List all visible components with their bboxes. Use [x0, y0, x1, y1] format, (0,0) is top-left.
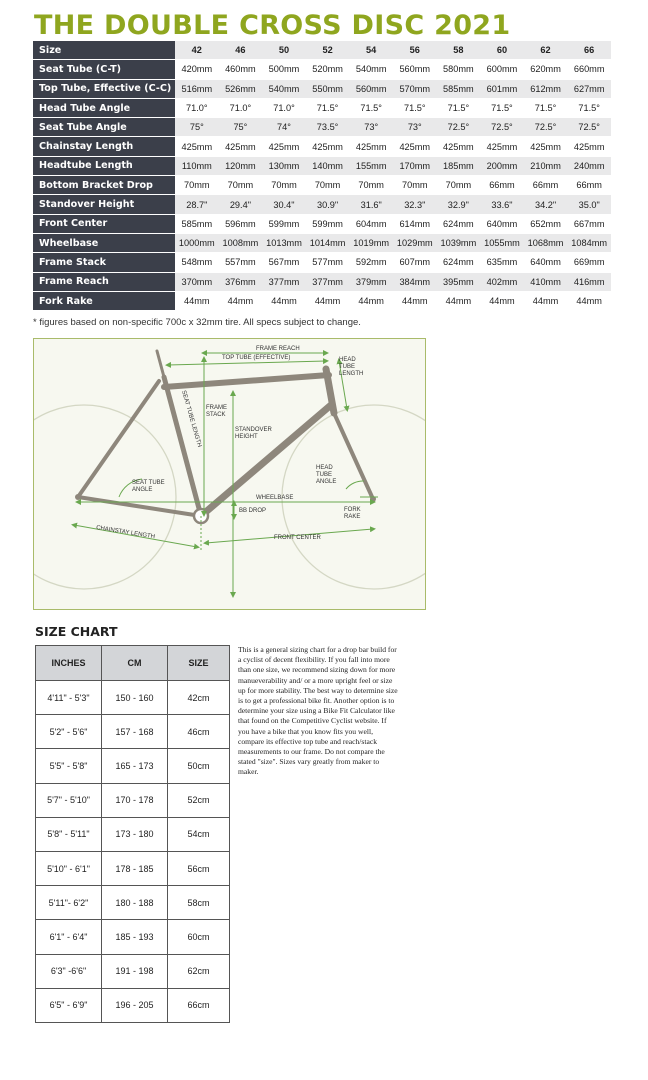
geometry-cell: 667mm — [567, 214, 611, 233]
geometry-row — [33, 272, 611, 291]
seatpost — [157, 351, 164, 377]
geometry-cell: 71.0° — [262, 98, 306, 117]
geometry-cell: 185mm — [437, 156, 481, 175]
geometry-row — [33, 156, 611, 175]
geometry-cell: 32.9" — [437, 195, 481, 214]
header-cm: CM — [102, 646, 168, 681]
geometry-cell: 402mm — [480, 272, 524, 291]
geometry-cell: 130mm — [262, 156, 306, 175]
geometry-cell: 71.5° — [567, 98, 611, 117]
size-cell: 54cm — [168, 817, 230, 851]
inches-cell: 5'2" - 5'6" — [36, 715, 102, 749]
size-cell: 52cm — [168, 783, 230, 817]
label-seat-tube-length: SEAT TUBE LENGTH — [180, 389, 203, 448]
geometry-cell: 416mm — [567, 272, 611, 291]
geometry-cell: 1068mm — [524, 233, 568, 252]
geometry-row-label: Standover Height — [33, 195, 175, 214]
geometry-cell: 1084mm — [567, 233, 611, 252]
size-header-cell: 54 — [349, 41, 393, 60]
geometry-cell: 120mm — [219, 156, 263, 175]
geometry-row-label: Wheelbase — [33, 233, 175, 252]
label-frame-reach: FRAME REACH — [256, 346, 300, 352]
geometry-cell: 66mm — [567, 176, 611, 195]
label-front-center: FRONT CENTER — [274, 535, 321, 541]
geometry-cell: 425mm — [567, 137, 611, 156]
geometry-cell: 377mm — [262, 272, 306, 291]
size-header-cell: 58 — [437, 41, 481, 60]
geometry-cell: 70mm — [219, 176, 263, 195]
size-header-cell: 66 — [567, 41, 611, 60]
geometry-cell: 660mm — [567, 60, 611, 79]
geometry-row — [33, 98, 611, 117]
label-head-tube-length-2: TUBE — [339, 364, 356, 370]
inches-cell: 5'7" - 5'10" — [36, 783, 102, 817]
geometry-header-row — [33, 41, 611, 60]
header-inches: INCHES — [36, 646, 102, 681]
geometry-cell: 72.5° — [524, 118, 568, 137]
geometry-cell: 44mm — [480, 291, 524, 310]
geometry-cell: 640mm — [524, 253, 568, 272]
cm-cell: 173 - 180 — [102, 817, 168, 851]
geometry-cell: 599mm — [262, 214, 306, 233]
inches-cell: 5'11"- 6'2" — [36, 886, 102, 920]
label-standover-2: HEIGHT — [235, 434, 258, 440]
geometry-cell: 570mm — [393, 79, 437, 98]
geometry-cell: 635mm — [480, 253, 524, 272]
inches-cell: 6'1" - 6'4" — [36, 920, 102, 954]
geometry-cell: 376mm — [219, 272, 263, 291]
size-header-cell: 42 — [175, 41, 219, 60]
geometry-cell: 560mm — [393, 60, 437, 79]
geometry-cell: 66mm — [524, 176, 568, 195]
size-cell: 60cm — [168, 920, 230, 954]
size-chart-row — [36, 954, 230, 988]
geometry-row — [33, 137, 611, 156]
geometry-cell: 44mm — [437, 291, 481, 310]
fork — [334, 413, 373, 499]
geometry-cell: 370mm — [175, 272, 219, 291]
geometry-cell: 75° — [219, 118, 263, 137]
label-head-tube-length-1: HEAD — [339, 357, 356, 363]
rear-axle — [75, 494, 81, 500]
geometry-cell: 620mm — [524, 60, 568, 79]
geometry-cell: 627mm — [567, 79, 611, 98]
label-head-tube-length-3: LENGTH — [339, 371, 364, 377]
cm-cell: 185 - 193 — [102, 920, 168, 954]
geometry-cell: 607mm — [393, 253, 437, 272]
geometry-cell: 44mm — [262, 291, 306, 310]
geometry-cell: 395mm — [437, 272, 481, 291]
geometry-row — [33, 291, 611, 310]
label-wheelbase: WHEELBASE — [256, 495, 294, 501]
geometry-cell: 425mm — [480, 137, 524, 156]
geometry-cell: 640mm — [480, 214, 524, 233]
label-frame-stack-2: STACK — [206, 412, 226, 418]
geometry-cell: 614mm — [393, 214, 437, 233]
frame-diagram-svg — [34, 339, 425, 609]
size-chart-row — [36, 988, 230, 1022]
geometry-cell: 70mm — [306, 176, 350, 195]
geometry-cell: 70mm — [437, 176, 481, 195]
geometry-cell: 540mm — [349, 60, 393, 79]
geometry-cell: 28.7" — [175, 195, 219, 214]
head-tube-angle-arc — [346, 481, 364, 489]
geometry-cell: 460mm — [219, 60, 263, 79]
geometry-row-label: Front Center — [33, 214, 175, 233]
geometry-cell: 1029mm — [393, 233, 437, 252]
geometry-cell: 70mm — [262, 176, 306, 195]
geometry-row-label: Seat Tube Angle — [33, 118, 175, 137]
label-seat-tube-angle-2: ANGLE — [132, 487, 153, 493]
geometry-cell: 170mm — [393, 156, 437, 175]
size-cell: 56cm — [168, 851, 230, 885]
geometry-cell: 540mm — [262, 79, 306, 98]
geometry-cell: 75° — [175, 118, 219, 137]
geometry-row — [33, 60, 611, 79]
size-chart-table — [35, 645, 230, 1023]
geometry-cell: 560mm — [349, 79, 393, 98]
chainstay-tube — [78, 497, 201, 516]
geometry-cell: 567mm — [262, 253, 306, 272]
geometry-cell: 73° — [349, 118, 393, 137]
size-cell: 42cm — [168, 681, 230, 715]
geometry-cell: 72.5° — [567, 118, 611, 137]
size-header-cell: 56 — [393, 41, 437, 60]
geometry-cell: 72.5° — [437, 118, 481, 137]
geometry-row-label: Frame Reach — [33, 272, 175, 291]
cm-cell: 150 - 160 — [102, 681, 168, 715]
geometry-cell: 410mm — [524, 272, 568, 291]
size-chart-row — [36, 715, 230, 749]
label-fork-rake-2: RAKE — [344, 514, 361, 520]
geometry-cell: 33.6" — [480, 195, 524, 214]
geometry-row — [33, 233, 611, 252]
geometry-row — [33, 79, 611, 98]
geometry-cell: 585mm — [175, 214, 219, 233]
inches-cell: 5'5" - 5'8" — [36, 749, 102, 783]
cm-cell: 170 - 178 — [102, 783, 168, 817]
geometry-cell: 652mm — [524, 214, 568, 233]
geometry-row-label: Chainstay Length — [33, 137, 175, 156]
geometry-row-label: Seat Tube (C-T) — [33, 60, 175, 79]
size-header-cell: 60 — [480, 41, 524, 60]
geometry-cell: 425mm — [393, 137, 437, 156]
geometry-cell: 599mm — [306, 214, 350, 233]
size-chart-row — [36, 817, 230, 851]
inches-cell: 4'11" - 5'3" — [36, 681, 102, 715]
sizing-description: This is a general sizing chart for a drop bar build for a cyclist of decent flexibility. If you fall into more than one size, we recommend sizing down for more manueverability and/ or a more upright feel or size up for more stability. The best way to determine size is to get a professional bike fit. Another option is to determine your size using a Bike Fit Calculator like that found on the Competitive Cyclist website. If you have a bike that you know fits you well, compare its effective top tube and reach/stack measurements to our frame. Do not compare the stated "size". Sizes vary greatly from maker to maker. — [238, 645, 398, 777]
geometry-cell: 550mm — [306, 79, 350, 98]
size-chart-row — [36, 783, 230, 817]
geometry-cell: 72.5° — [480, 118, 524, 137]
geometry-cell: 73.5° — [306, 118, 350, 137]
geometry-table — [33, 41, 611, 311]
geometry-row-label: Top Tube, Effective (C-C) — [33, 79, 175, 98]
geometry-cell: 500mm — [262, 60, 306, 79]
geometry-cell: 420mm — [175, 60, 219, 79]
geometry-cell: 71.5° — [437, 98, 481, 117]
label-head-tube-angle-1: HEAD — [316, 465, 333, 471]
geometry-cell: 74° — [262, 118, 306, 137]
geometry-cell: 425mm — [524, 137, 568, 156]
geometry-cell: 425mm — [175, 137, 219, 156]
top-tube — [164, 375, 329, 387]
geometry-cell: 30.4" — [262, 195, 306, 214]
geometry-cell: 624mm — [437, 253, 481, 272]
geometry-cell: 44mm — [306, 291, 350, 310]
geometry-cell: 557mm — [219, 253, 263, 272]
geometry-cell: 516mm — [175, 79, 219, 98]
geometry-cell: 240mm — [567, 156, 611, 175]
geometry-cell: 70mm — [349, 176, 393, 195]
label-frame-stack-1: FRAME — [206, 405, 227, 411]
geometry-row — [33, 195, 611, 214]
label-standover-1: STANDOVER — [235, 427, 272, 433]
geometry-cell: 1055mm — [480, 233, 524, 252]
geometry-cell: 604mm — [349, 214, 393, 233]
inches-cell: 6'5" - 6'9" — [36, 988, 102, 1022]
geometry-cell: 30.9" — [306, 195, 350, 214]
cm-cell: 165 - 173 — [102, 749, 168, 783]
size-chart-row — [36, 920, 230, 954]
size-header-cell: 52 — [306, 41, 350, 60]
size-header-cell: 50 — [262, 41, 306, 60]
cm-cell: 191 - 198 — [102, 954, 168, 988]
label-chainstay-length: CHAINSTAY LENGTH — [95, 525, 156, 541]
geometry-cell: 44mm — [175, 291, 219, 310]
geometry-cell: 1039mm — [437, 233, 481, 252]
geometry-cell: 34.2" — [524, 195, 568, 214]
geometry-cell: 31.6" — [349, 195, 393, 214]
geometry-row-label: Bottom Bracket Drop — [33, 176, 175, 195]
cm-cell: 180 - 188 — [102, 886, 168, 920]
geometry-diagram — [33, 338, 426, 610]
geometry-cell: 155mm — [349, 156, 393, 175]
geometry-cell: 580mm — [437, 60, 481, 79]
page-title: THE DOUBLE CROSS DISC 2021 — [34, 10, 511, 41]
geometry-cell: 71.5° — [349, 98, 393, 117]
geometry-cell: 425mm — [219, 137, 263, 156]
cm-cell: 196 - 205 — [102, 988, 168, 1022]
geometry-cell: 1013mm — [262, 233, 306, 252]
geometry-cell: 200mm — [480, 156, 524, 175]
geometry-cell: 425mm — [306, 137, 350, 156]
size-cell: 46cm — [168, 715, 230, 749]
geometry-row — [33, 253, 611, 272]
geometry-cell: 384mm — [393, 272, 437, 291]
inches-cell: 5'8" - 5'11" — [36, 817, 102, 851]
geometry-cell: 592mm — [349, 253, 393, 272]
geometry-cell: 520mm — [306, 60, 350, 79]
label-bb-drop: BB DROP — [239, 508, 267, 514]
label-seat-tube-angle-1: SEAT TUBE — [132, 480, 165, 486]
geometry-cell: 585mm — [437, 79, 481, 98]
size-cell: 58cm — [168, 886, 230, 920]
size-chart-header-row — [36, 646, 230, 681]
geometry-cell: 71.0° — [175, 98, 219, 117]
size-chart-row — [36, 749, 230, 783]
geometry-cell: 71.5° — [393, 98, 437, 117]
label-top-tube: TOP TUBE (EFFECTIVE) — [222, 355, 291, 361]
geometry-cell: 596mm — [219, 214, 263, 233]
geometry-cell: 140mm — [306, 156, 350, 175]
rear-wheel — [34, 405, 176, 589]
geometry-cell: 600mm — [480, 60, 524, 79]
geometry-cell: 70mm — [393, 176, 437, 195]
geometry-cell: 601mm — [480, 79, 524, 98]
geometry-row-label: Head Tube Angle — [33, 98, 175, 117]
size-cell: 50cm — [168, 749, 230, 783]
geometry-cell: 110mm — [175, 156, 219, 175]
inches-cell: 6'3" -6'6" — [36, 954, 102, 988]
geometry-cell: 73° — [393, 118, 437, 137]
geometry-cell: 612mm — [524, 79, 568, 98]
size-chart-row — [36, 851, 230, 885]
geometry-cell: 425mm — [262, 137, 306, 156]
geometry-cell: 44mm — [219, 291, 263, 310]
geometry-cell: 577mm — [306, 253, 350, 272]
geometry-row — [33, 176, 611, 195]
geometry-cell: 624mm — [437, 214, 481, 233]
geometry-cell: 71.5° — [524, 98, 568, 117]
geometry-cell: 1014mm — [306, 233, 350, 252]
geometry-row-label: Frame Stack — [33, 253, 175, 272]
geometry-cell: 44mm — [524, 291, 568, 310]
size-cell: 62cm — [168, 954, 230, 988]
top-tube-line — [168, 361, 326, 365]
geometry-cell: 66mm — [480, 176, 524, 195]
geometry-cell: 548mm — [175, 253, 219, 272]
geometry-cell: 1019mm — [349, 233, 393, 252]
size-chart-row — [36, 681, 230, 715]
geometry-row — [33, 118, 611, 137]
geometry-cell: 379mm — [349, 272, 393, 291]
geometry-cell: 71.5° — [480, 98, 524, 117]
geometry-cell: 377mm — [306, 272, 350, 291]
size-cell: 66cm — [168, 988, 230, 1022]
size-chart-row — [36, 886, 230, 920]
label-fork-rake-1: FORK — [344, 507, 361, 513]
size-chart-title: SIZE CHART — [35, 624, 118, 639]
geometry-cell: 669mm — [567, 253, 611, 272]
geometry-cell: 425mm — [349, 137, 393, 156]
geometry-cell: 29.4" — [219, 195, 263, 214]
geometry-cell: 1008mm — [219, 233, 263, 252]
geometry-cell: 210mm — [524, 156, 568, 175]
size-header-cell: 46 — [219, 41, 263, 60]
geometry-cell: 1000mm — [175, 233, 219, 252]
geometry-cell: 44mm — [349, 291, 393, 310]
geometry-row-label: Size — [33, 41, 175, 60]
cm-cell: 178 - 185 — [102, 851, 168, 885]
geometry-cell: 32.3" — [393, 195, 437, 214]
cm-cell: 157 - 168 — [102, 715, 168, 749]
geometry-row-label: Fork Rake — [33, 291, 175, 310]
footnote: * figures based on non-specific 700c x 32mm tire. All specs subject to change. — [33, 317, 361, 328]
label-head-tube-angle-3: ANGLE — [316, 479, 337, 485]
header-size: SIZE — [168, 646, 230, 681]
label-head-tube-angle-2: TUBE — [316, 472, 333, 478]
geometry-cell: 71.0° — [219, 98, 263, 117]
geometry-cell: 35.0" — [567, 195, 611, 214]
geometry-row — [33, 214, 611, 233]
geometry-cell: 71.5° — [306, 98, 350, 117]
inches-cell: 5'10" - 6'1" — [36, 851, 102, 885]
geometry-cell: 44mm — [567, 291, 611, 310]
geometry-cell: 70mm — [175, 176, 219, 195]
geometry-row-label: Headtube Length — [33, 156, 175, 175]
geometry-cell: 44mm — [393, 291, 437, 310]
geometry-cell: 526mm — [219, 79, 263, 98]
geometry-cell: 425mm — [437, 137, 481, 156]
size-header-cell: 62 — [524, 41, 568, 60]
